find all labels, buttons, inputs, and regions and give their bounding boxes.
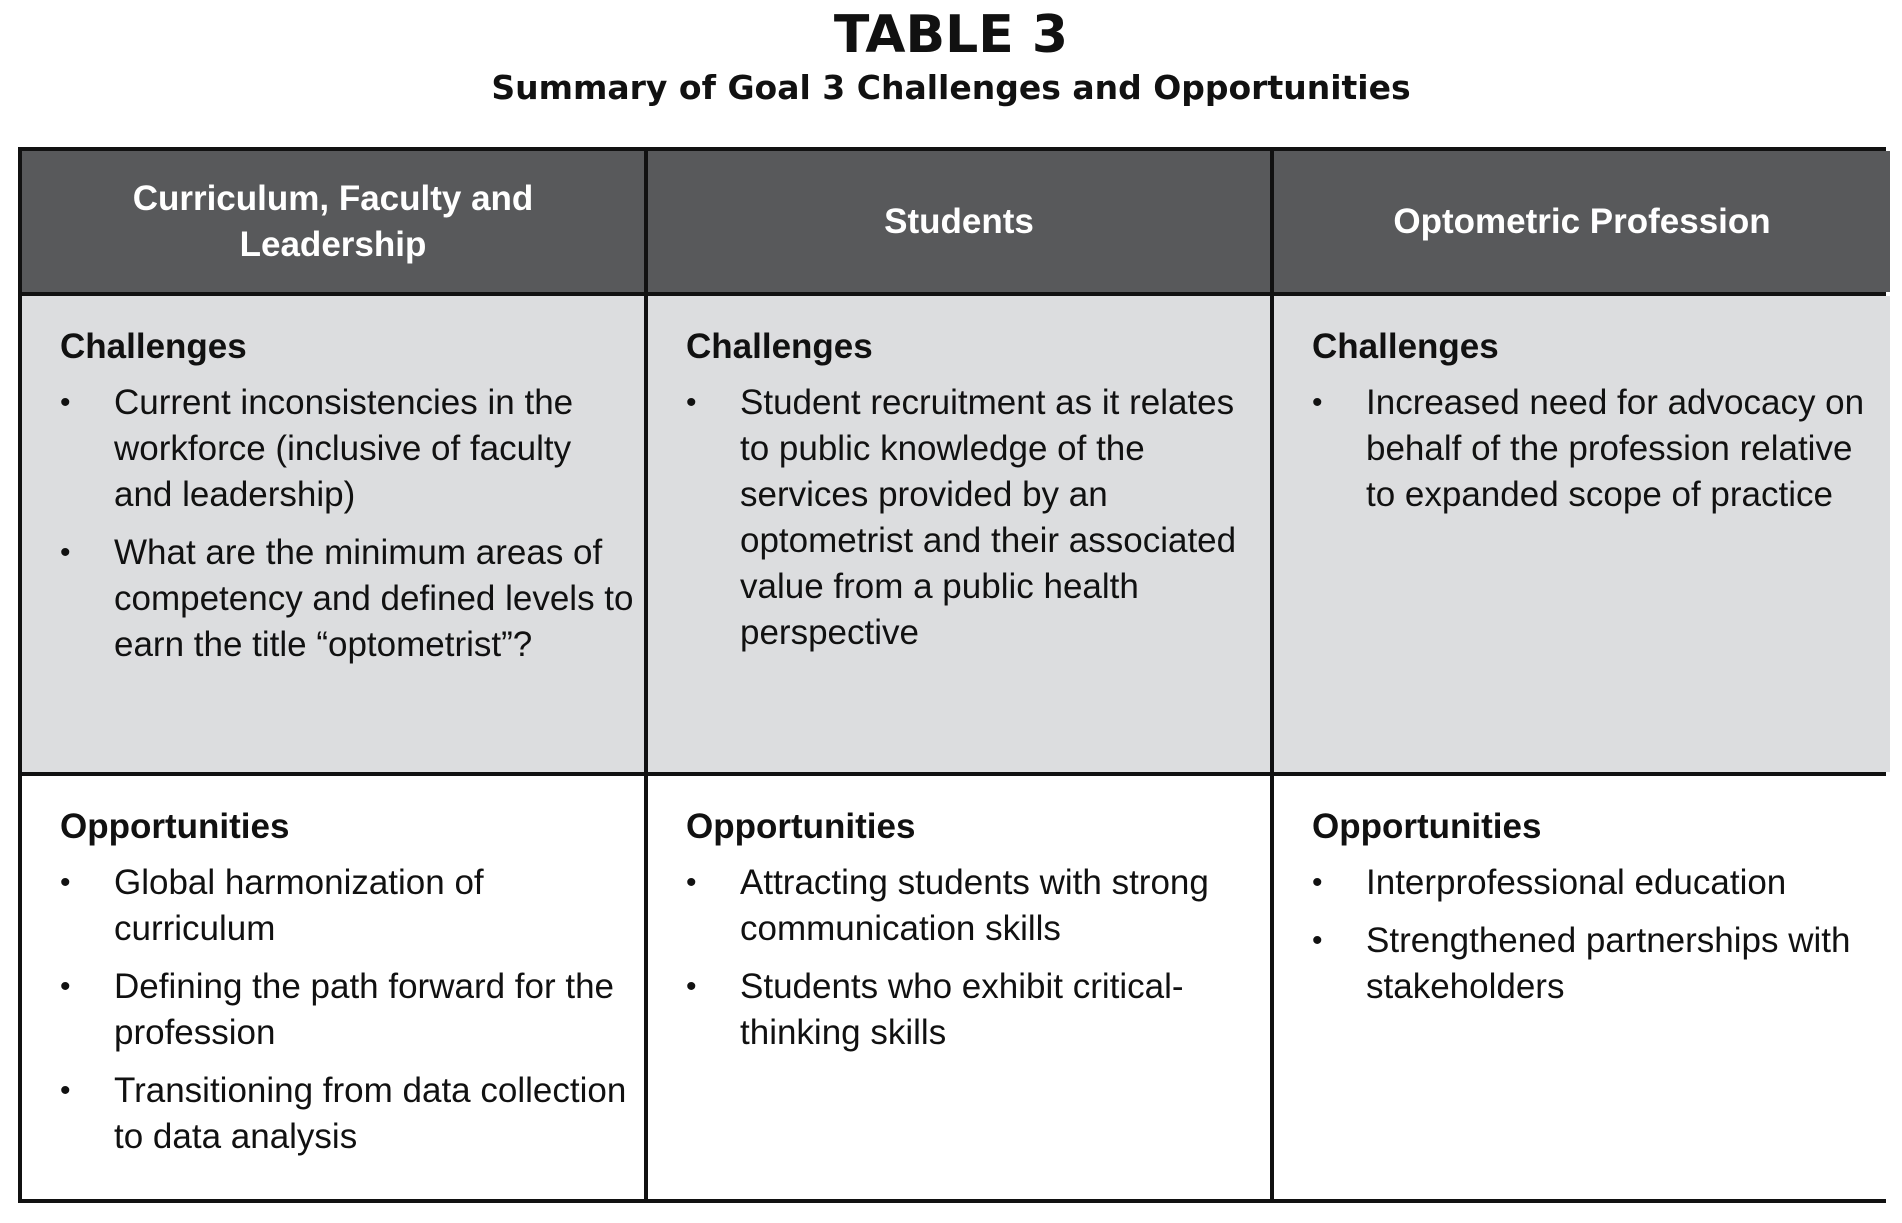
table-title: TABLE 3 — [833, 5, 1069, 65]
opportunities-cell-profession — [1274, 776, 1890, 1199]
column-header-profession: Optometric Profession — [1274, 151, 1890, 292]
opportunities-cell-students — [648, 776, 1270, 1199]
challenges-heading: Challenges — [1312, 327, 1499, 366]
table-subtitle: Summary of Goal 3 Challenges and Opportunities — [491, 68, 1411, 107]
list-item: • Attracting students with strong communication skills — [686, 860, 1260, 952]
list-item: • What are the minimum areas of competency and defined levels to earn the title “optometrist”? — [60, 530, 634, 668]
challenges-list — [686, 380, 1260, 656]
summary-table — [18, 147, 1886, 1203]
title-block — [0, 4, 1902, 110]
opportunities-cell-curriculum — [22, 776, 644, 1199]
list-item: • Students who exhibit critical-thinking skills — [686, 964, 1260, 1056]
challenges-cell-profession — [1274, 296, 1890, 772]
opportunities-list — [60, 860, 634, 1160]
column-header-students: Students — [648, 151, 1270, 292]
opportunities-heading: Opportunities — [1312, 807, 1542, 846]
challenges-list — [1312, 380, 1880, 518]
list-item: • Strengthened partnerships with stakeholders — [1312, 918, 1880, 1010]
opportunities-heading: Opportunities — [60, 807, 290, 846]
list-item: • Student recruitment as it relates to public knowledge of the services provided by an optometrist and their associated value from a public health perspective — [686, 380, 1260, 656]
challenges-heading: Challenges — [60, 327, 247, 366]
opportunities-heading: Opportunities — [686, 807, 916, 846]
opportunities-list — [1312, 860, 1880, 1010]
list-item: • Increased need for advocacy on behalf of the profession relative to expanded scope of practice — [1312, 380, 1880, 518]
opportunities-list — [686, 860, 1260, 1056]
challenges-cell-curriculum — [22, 296, 644, 772]
list-item: • Interprofessional education — [1312, 860, 1880, 906]
list-item: • Defining the path forward for the profession — [60, 964, 634, 1056]
list-item: • Current inconsistencies in the workforce (inclusive of faculty and leadership) — [60, 380, 634, 518]
column-header-curriculum: Curriculum, Faculty and Leadership — [22, 151, 644, 292]
challenges-cell-students — [648, 296, 1270, 772]
challenges-list — [60, 380, 634, 668]
challenges-heading: Challenges — [686, 327, 873, 366]
list-item: • Transitioning from data collection to data analysis — [60, 1068, 634, 1160]
list-item: • Global harmonization of curriculum — [60, 860, 634, 952]
